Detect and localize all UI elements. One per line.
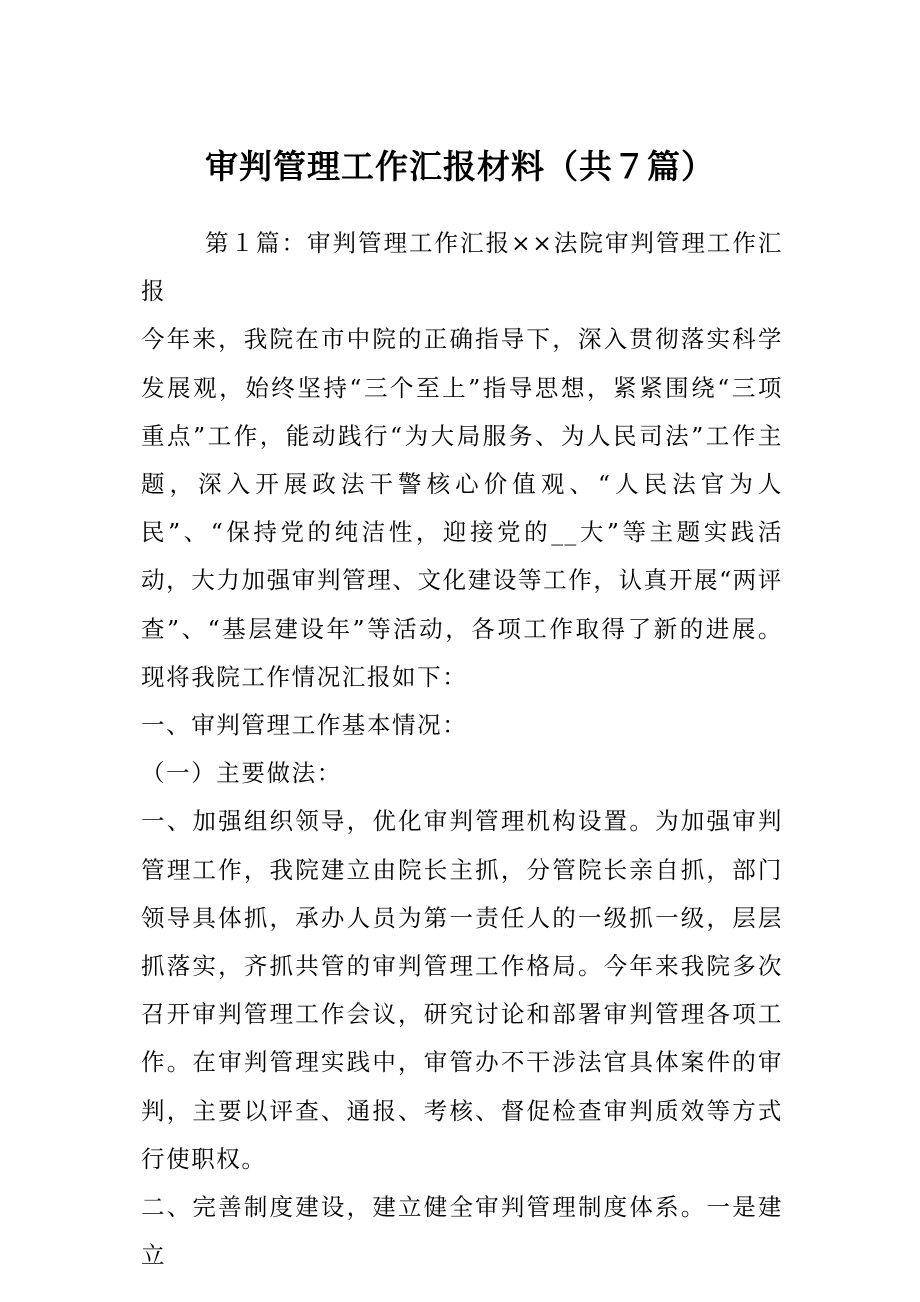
paragraph-subsection-heading: （一）主要做法：	[141, 759, 342, 788]
document-title: 审判管理工作汇报材料（共７篇）	[205, 147, 715, 186]
paragraph-chapter-heading: 第１篇：审判管理工作汇报××法院审判管理工作汇报	[141, 229, 783, 306]
paragraph-item-two: 二、完善制度建设，建立健全审判管理制度体系。一是建立	[141, 1193, 783, 1270]
paragraph-item-one: 一、加强组织领导，优化审判管理机构设置。为加强审判管理工作，我院建立由院长主抓，分管院长亲自抓，部门领导具体抓，承办人员为第一责任人的一级抓一级，层层抓落实，齐抓共管的审判管理工作格局。今年来我院多次召开审判管理工作会议，研究讨论和部署审判管理各项工作。在审判管理实践中，审管办不干涉法官具体案件的审判，主要以评查、通报、考核、督促检查审判质效等方式行使职权。	[141, 807, 783, 1173]
paragraph-intro: 今年来，我院在市中院的正确指导下，深入贯彻落实科学发展观，始终坚持“三个至上”指导思想，紧紧围绕“三项重点”工作，能动践行“为大局服务、为人民司法”工作主题，深入开展政法干警核心价值观、“人民法官为人民”、“保持党的纯洁性，迎接党的__大”等主题实践活动，大力加强审判管理、文化建设等工作，认真开展“两评查”、“基层建设年”等活动，各项工作取得了新的进展。现将我院工作情况汇报如下：	[141, 325, 783, 691]
paragraph-section-heading: 一、审判管理工作基本情况：	[141, 711, 468, 740]
document-body	[141, 219, 783, 1279]
